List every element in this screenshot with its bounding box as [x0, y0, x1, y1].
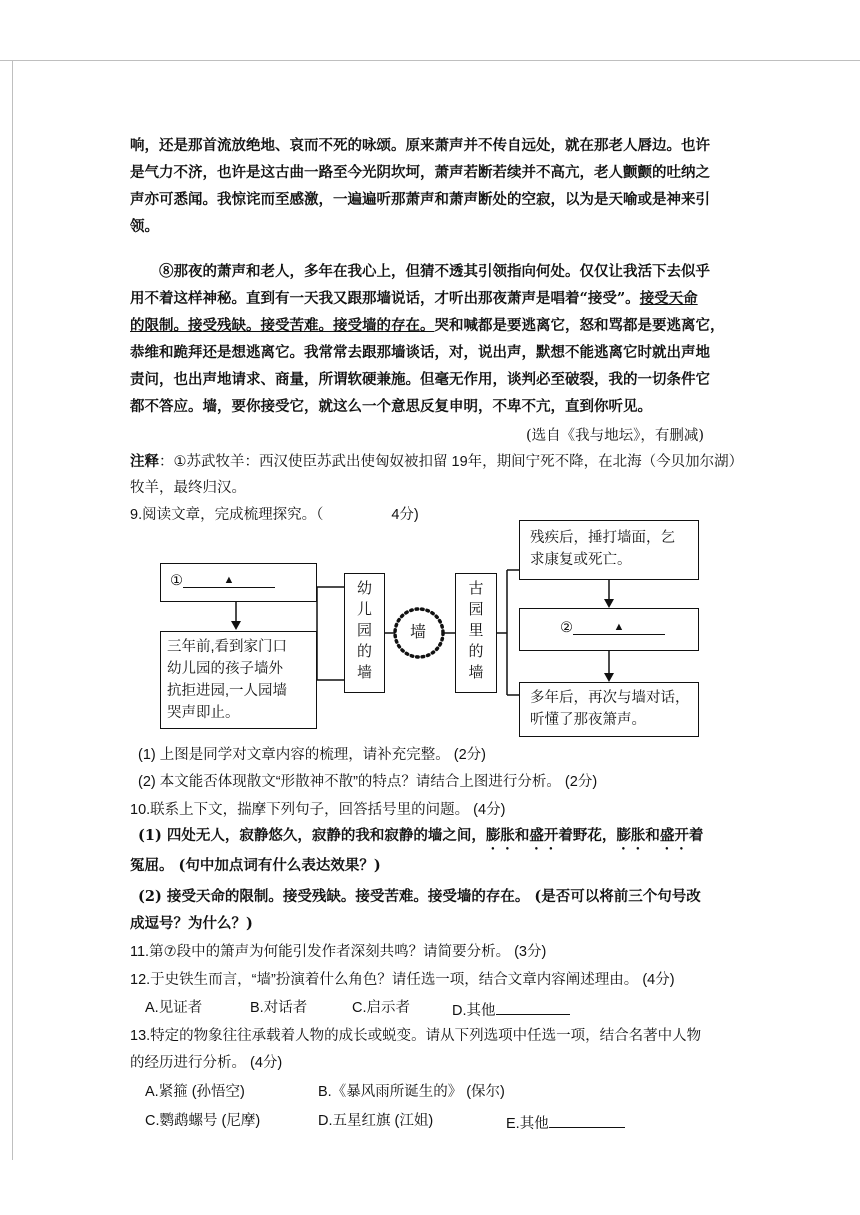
option-e-blank[interactable]	[549, 1111, 625, 1128]
diagram-box-3	[519, 520, 699, 580]
question-12-option-d: D.其他	[452, 998, 570, 1021]
question-9-text: 9.阅读文章，完成梳理探究。（	[130, 507, 324, 523]
question-12-option-a: A.见证者	[145, 1000, 203, 1016]
blank-marker: ②	[560, 620, 573, 636]
passage-line: 是气力不济，也许是这古曲一路至今光阴坎坷，萧声若断若续并不高亢，老人颤颤的吐纳之	[130, 164, 710, 181]
answer-blank-2[interactable]	[573, 620, 665, 635]
dotted-word: 盛开	[529, 827, 559, 844]
box-line: 听懂了那夜箫声。	[530, 712, 646, 728]
triangle-icon: ▲	[223, 574, 235, 586]
annotation-text: ：①苏武牧羊：西汉使臣苏武出使匈奴被扣留 19年，期间宁死不降，在北海（今贝加尔湖）	[159, 454, 744, 470]
dotted-word: 膨胀	[485, 827, 515, 844]
question-13-stem: 13.特定的物象往往承载着人物的成长或蜕变。请从下列选项中任选一项，结合名著中人物	[130, 1028, 702, 1044]
passage-source: (选自《我与地坛》，有删减)	[526, 428, 705, 444]
option-d-blank[interactable]	[496, 998, 570, 1015]
question-13-option-e: E.其他	[506, 1111, 625, 1134]
diagram-box-1	[160, 563, 317, 602]
passage-line: 恭维和跪拜还是想逃离它。我常常去跟那墙谈话，对，说出声，默想不能逃离它时就出声地	[130, 344, 710, 361]
question-13-option-d: D.五星红旗 (江姐)	[318, 1113, 434, 1129]
diagram-box-4	[519, 608, 699, 651]
question-9-score: 4分)	[391, 507, 419, 523]
box-line: 抗拒进园,一人园墙	[167, 683, 288, 699]
question-10-sub-2: (2) 接受天命的限制。接受残缺。接受苦难。接受墙的存在。 (是否可以将前三个句号改	[138, 888, 701, 905]
diagram-box-2	[160, 631, 317, 729]
question-13-option-a: A.紧箍 (孙悟空)	[145, 1084, 245, 1100]
box-line: 三年前,看到家门口	[167, 639, 288, 655]
box-line: 哭声即止。	[167, 705, 240, 721]
question-10-sub-1: (1) 四处无人，寂静悠久，寂静的我和寂静的墙之间，膨胀和盛开着野花，膨胀和盛开着	[138, 827, 704, 844]
passage-line: 响，还是那首流放绝地、哀而不死的咏颂。原来萧声并不传自远处，就在那老人唇边。也许	[130, 137, 710, 154]
question-13-stem-line-2: 的经历进行分析。 (4分)	[130, 1055, 283, 1071]
question-12-option-c: C.启示者	[352, 1000, 410, 1016]
dotted-word: 膨胀	[616, 827, 646, 844]
question-13-option-c: C.鹦鹉螺号 (尼摩)	[145, 1113, 261, 1129]
box-line: 多年后，再次与墙对话，	[530, 690, 690, 706]
question-10-stem: 10.联系上下文，揣摩下列句子，回答括号里的问题。 (4分)	[130, 802, 506, 818]
question-10-sub-2-line-2: 成逗号？为什么？)	[130, 915, 253, 932]
question-12-stem: 12.于史铁生而言，“墙”扮演着什么角色？请任选一项，结合文章内容阐述理由。 (4分)	[130, 972, 675, 988]
passage-line: 都不答应。墙，要你接受它，就这么一个意思反复申明，不卑不亢，直到你听见。	[130, 398, 652, 415]
box-line: 求康复或死亡。	[530, 552, 632, 568]
passage-text: 用不着这样神秘。直到有一天我又跟那墙说话，才听出那夜萧声是唱着“接受”。	[130, 290, 640, 307]
blank-marker: ①	[170, 573, 183, 589]
passage-line: 领。	[130, 218, 159, 235]
question-10-sub-1-line-2: 冤屈。 (句中加点词有什么表达效果？)	[130, 857, 381, 874]
passage-text: 哭和喊都是要逃离它，怒和骂都是要逃离它，	[434, 317, 725, 334]
triangle-icon: ▲	[613, 621, 625, 633]
box-line: 残疾后，捶打墙面，乞	[530, 530, 675, 546]
question-12-option-b: B.对话者	[250, 1000, 308, 1016]
passage-line: 声亦可悉闻。我惊诧而至感激，一遍遍听那萧声和萧声断处的空寂，以为是天喻或是神来引	[130, 191, 710, 208]
box-line: 幼儿园的孩子墙外	[167, 661, 283, 677]
underlined-sentence: 的限制。接受残缺。接受苦难。接受墙的存在。	[130, 317, 435, 334]
passage-line: ⑧那夜的萧声和老人，多年在我心上，但猜不透其引领指向何处。仅仅让我活下去似乎	[159, 263, 710, 280]
question-11: 11.第⑦段中的箫声为何能引发作者深刻共鸣？请简要分析。 (3分)	[130, 944, 547, 960]
garden-wall-label: 古 园 里 的 墙	[455, 573, 497, 693]
diagram-box-5	[519, 682, 699, 737]
center-label: 墙	[410, 624, 427, 641]
question-9-sub-2: (2) 本文能否体现散文“形散神不散”的特点？请结合上图进行分析。 (2分)	[138, 774, 598, 790]
question-9-sub-1: (1) 上图是同学对文章内容的梳理，请补充完整。 (2分)	[138, 747, 486, 763]
passage-line: 责问，也出声地请求、商量，所谓软硬兼施。但毫无作用，谈判必至破裂，我的一切条件它	[130, 371, 710, 388]
answer-blank-1[interactable]	[183, 573, 275, 588]
annotation-line: 牧羊，最终归汉。	[130, 480, 246, 496]
question-13-option-b: B.《暴风雨所诞生的》 (保尔)	[318, 1084, 505, 1100]
underlined-sentence: 接受天命	[639, 290, 698, 307]
kindergarten-wall-label: 幼 儿 园 的 墙	[344, 573, 385, 693]
annotation-label: 注释	[130, 454, 159, 470]
dotted-word: 盛开	[659, 827, 689, 844]
